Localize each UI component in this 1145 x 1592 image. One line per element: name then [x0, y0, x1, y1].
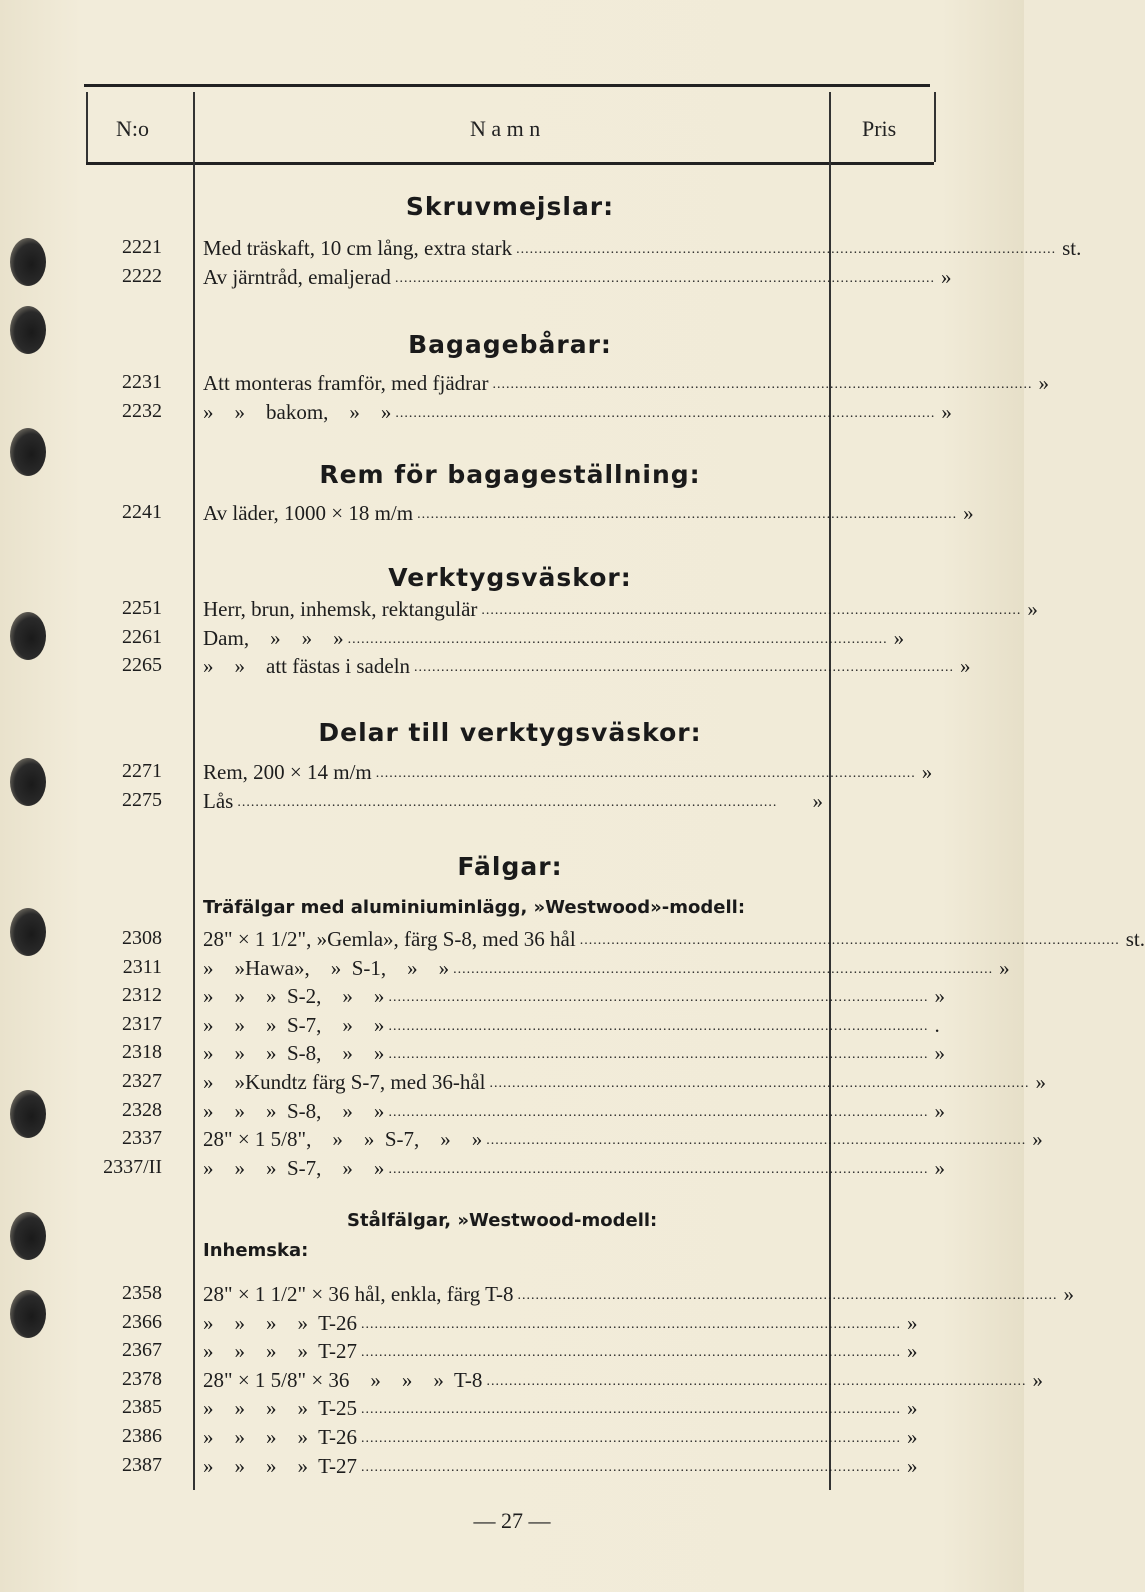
catalog-row: [0, 1070, 1046, 1098]
catalog-row: [0, 1041, 1024, 1069]
catalog-row: [0, 1013, 1024, 1041]
item-name: Av järntråd, emaljerad: [203, 264, 391, 289]
item-number: 2386: [122, 1425, 162, 1447]
section-title: Skruvmejslar:: [405, 192, 615, 221]
header-no: N:o: [116, 116, 149, 141]
item-description: [203, 955, 1010, 981]
item-unit: »: [1035, 1070, 1046, 1094]
item-unit: »: [940, 264, 952, 289]
item-number: 2317: [122, 1012, 162, 1035]
item-unit: »: [934, 1041, 945, 1066]
item-unit: »: [907, 1396, 918, 1421]
leader-dots: ........................................................................................................................: [361, 1402, 902, 1418]
leader-dots: ........................................................................................................................: [414, 660, 955, 676]
item-name: 28" × 1 5/8", » » S-7, » »: [203, 1127, 483, 1152]
leader-dots: ........................................................................................................................: [417, 507, 958, 522]
item-number: 2328: [122, 1098, 162, 1121]
catalog-row: [0, 760, 1024, 788]
catalog-row: [0, 984, 1024, 1012]
item-number: 2231: [122, 371, 162, 393]
item-unit: »: [1063, 1282, 1074, 1306]
item-description: [203, 1396, 918, 1421]
header-name: N a m n: [470, 116, 541, 141]
item-number: 2366: [122, 1310, 162, 1333]
item-description: [203, 1367, 1043, 1393]
item-number: 2232: [122, 399, 162, 422]
leader-dots: ........................................................................................................................: [394, 270, 935, 286]
item-name: Dam, » » »: [203, 625, 344, 650]
item-name: Med träskaft, 10 cm lång, extra stark: [203, 236, 513, 260]
catalog-row: [0, 626, 1024, 654]
item-name: » » » » T-26: [203, 1425, 358, 1449]
binder-hole: [10, 306, 46, 354]
header-rule: [86, 162, 934, 165]
item-unit: .: [934, 1012, 940, 1037]
leader-dots: ........................................................................................................................: [388, 1047, 929, 1063]
item-description: [203, 760, 933, 785]
item-unit: »: [999, 955, 1010, 980]
item-unit: »: [1038, 371, 1049, 395]
item-name: » » bakom, » »: [203, 399, 392, 424]
catalog-row: [0, 501, 1024, 529]
section-title: Verktygsväskor:: [388, 563, 632, 592]
leader-dots: ........................................................................................................................: [516, 242, 1057, 257]
leader-dots: ........................................................................................................................: [375, 766, 916, 781]
section-title: Delar till verktygsväskor:: [318, 718, 702, 747]
item-unit: »: [934, 984, 945, 1009]
item-unit: »: [1027, 597, 1038, 621]
item-description: [203, 501, 974, 526]
item-description: [203, 399, 952, 425]
column-divider-left: [86, 92, 88, 162]
catalog-row: [0, 956, 1024, 984]
item-name: » » » S-8, » »: [203, 1041, 385, 1066]
catalog-row: [0, 1339, 1024, 1367]
leader-dots: ........................................................................................................................: [347, 631, 888, 647]
item-number: 2312: [122, 984, 162, 1007]
top-rule: [84, 84, 930, 87]
section-subtitle: Stålfälgar, »Westwood-modell:: [347, 1210, 658, 1231]
page-number: — 27 —: [473, 1508, 551, 1533]
leader-dots: ........................................................................................................................: [388, 1161, 929, 1177]
column-divider-right: [934, 92, 936, 162]
item-name: Att monteras framför, med fjädrar: [203, 371, 489, 395]
catalog-row: [0, 927, 1145, 955]
item-unit: »: [934, 1098, 945, 1123]
item-name: » » att fästas i sadeln: [203, 654, 411, 679]
leader-dots: ........................................................................................................................: [361, 1431, 902, 1446]
item-number: 2327: [122, 1070, 162, 1092]
leader-dots: ........................................................................................................................: [388, 990, 929, 1006]
item-number: 2311: [122, 955, 162, 978]
item-name: » » » » T-26: [203, 1310, 358, 1335]
catalog-row: [0, 236, 1082, 264]
item-description: [203, 1041, 945, 1066]
item-description: [203, 927, 1145, 952]
item-unit: »: [941, 399, 952, 424]
item-unit: »: [812, 788, 823, 813]
catalog-row: [0, 597, 1038, 625]
item-unit: »: [907, 1453, 918, 1478]
item-unit: »: [960, 654, 971, 679]
item-name: » » » » T-25: [203, 1396, 358, 1421]
binder-hole: [10, 1212, 46, 1260]
item-number: 2367: [122, 1339, 162, 1362]
catalog-row: [0, 1425, 1024, 1453]
item-name: » »Hawa», » S-1, » »: [203, 955, 450, 980]
section-title: Rem för bagageställning:: [319, 460, 701, 489]
item-number: 2271: [122, 760, 162, 782]
item-name: » » » S-8, » »: [203, 1098, 385, 1123]
item-description: [203, 625, 905, 651]
item-description: [203, 264, 952, 290]
item-description: [203, 654, 971, 679]
item-unit: st.: [1062, 236, 1082, 260]
item-number: 2221: [122, 236, 162, 258]
item-name: Rem, 200 × 14 m/m: [203, 760, 372, 784]
catalog-row: [0, 1099, 1024, 1127]
item-number: 2385: [122, 1396, 162, 1419]
item-unit: »: [893, 625, 905, 650]
item-unit: »: [907, 1339, 918, 1364]
item-number: 2308: [122, 927, 162, 949]
item-description: [203, 984, 945, 1009]
leader-dots: ........................................................................................................................: [361, 1345, 902, 1361]
item-description: [203, 1127, 1043, 1152]
item-number: 2318: [122, 1041, 162, 1064]
item-name: Lås: [203, 788, 234, 813]
leader-dots: ........................................................................................................................: [361, 1316, 902, 1332]
item-number: 2275: [122, 788, 162, 811]
item-name: » » » » T-27: [203, 1453, 358, 1478]
item-unit: »: [907, 1425, 918, 1449]
leader-dots: ........................................................................................................................: [517, 1288, 1058, 1303]
section-subtitle: Träfälgar med aluminiuminlägg, »Westwood»-modell:: [203, 897, 746, 918]
item-unit: »: [934, 1155, 945, 1180]
item-unit: »: [907, 1310, 918, 1335]
leader-dots: ........................................................................................................................: [361, 1459, 902, 1475]
item-number: 2261: [122, 625, 162, 648]
item-description: [203, 1282, 1074, 1307]
item-name: » » » S-7, » »: [203, 1012, 385, 1037]
item-number: 2387: [122, 1453, 162, 1476]
catalog-row: [0, 789, 1024, 817]
catalog-row: [0, 1367, 1043, 1396]
leader-dots: ........................................................................................................................: [453, 961, 994, 977]
leader-dots: ........................................................................................................................: [388, 1018, 929, 1034]
item-name: Av läder, 1000 × 18 m/m: [203, 501, 414, 525]
item-unit: »: [1032, 1367, 1043, 1392]
header-price: Pris: [862, 116, 897, 141]
section-title: Bagagebårar:: [408, 330, 612, 359]
item-name: » » » » T-27: [203, 1339, 358, 1364]
item-unit: »: [963, 501, 974, 525]
section-subtitle-secondary: Inhemska:: [203, 1240, 309, 1261]
item-description: [203, 236, 1082, 261]
catalog-row: [0, 1282, 1074, 1310]
catalog-row: [0, 1454, 1024, 1482]
item-number: 2378: [122, 1367, 162, 1390]
item-number: 2337/II: [103, 1155, 162, 1178]
leader-dots: ........................................................................................................................: [579, 933, 1120, 948]
catalog-row: [0, 265, 1024, 293]
item-description: [203, 789, 823, 814]
leader-dots: ........................................................................................................................: [492, 377, 1033, 392]
item-unit: st.: [1125, 927, 1145, 951]
catalog-row: [0, 1156, 1024, 1184]
item-number: 2358: [122, 1282, 162, 1304]
catalog-row: [0, 654, 1024, 682]
item-name: 28" × 1 5/8" × 36 » » » T-8: [203, 1367, 483, 1392]
item-description: [203, 1070, 1046, 1095]
item-unit: »: [921, 760, 933, 784]
catalog-row: [0, 1311, 1024, 1339]
catalog-row: [0, 371, 1049, 399]
leader-dots: ........................................................................................................................: [481, 603, 1022, 618]
leader-dots: ........................................................................................................................: [486, 1373, 1027, 1389]
item-unit: »: [1032, 1127, 1043, 1152]
binder-hole: [10, 428, 46, 476]
leader-dots: ........................................................................................................................: [395, 405, 936, 421]
item-number: 2337: [122, 1127, 162, 1150]
item-description: [203, 1012, 940, 1038]
item-number: 2222: [122, 264, 162, 287]
catalog-row: [0, 1127, 1043, 1155]
item-description: [203, 1453, 918, 1479]
leader-dots: ........................................................................................................................: [388, 1104, 929, 1120]
item-description: [203, 597, 1038, 622]
item-number: 2265: [122, 654, 162, 677]
item-description: [203, 1310, 918, 1336]
item-name: » » » S-7, » »: [203, 1155, 385, 1180]
item-description: [203, 371, 1049, 396]
leader-dots: ........................................................................................................................: [489, 1076, 1030, 1091]
item-name: Herr, brun, inhemsk, rektangulär: [203, 597, 478, 621]
item-number: 2251: [122, 597, 162, 619]
item-description: [203, 1155, 945, 1181]
item-description: [203, 1098, 945, 1124]
item-name: » »Kundtz färg S-7, med 36-hål: [203, 1070, 486, 1094]
item-number: 2241: [122, 501, 162, 523]
leader-dots: ........................................................................................................................: [237, 794, 778, 810]
leader-dots: ........................................................................................................................: [486, 1133, 1027, 1149]
catalog-row: [0, 1396, 1024, 1424]
item-description: [203, 1425, 918, 1450]
item-name: » » » S-2, » »: [203, 984, 385, 1009]
item-description: [203, 1339, 918, 1364]
item-name: 28" × 1 1/2", »Gemla», färg S-8, med 36 hål: [203, 927, 576, 951]
catalog-row: [0, 400, 1024, 428]
item-name: 28" × 1 1/2" × 36 hål, enkla, färg T-8: [203, 1282, 514, 1306]
section-title: Fälgar:: [457, 852, 563, 881]
